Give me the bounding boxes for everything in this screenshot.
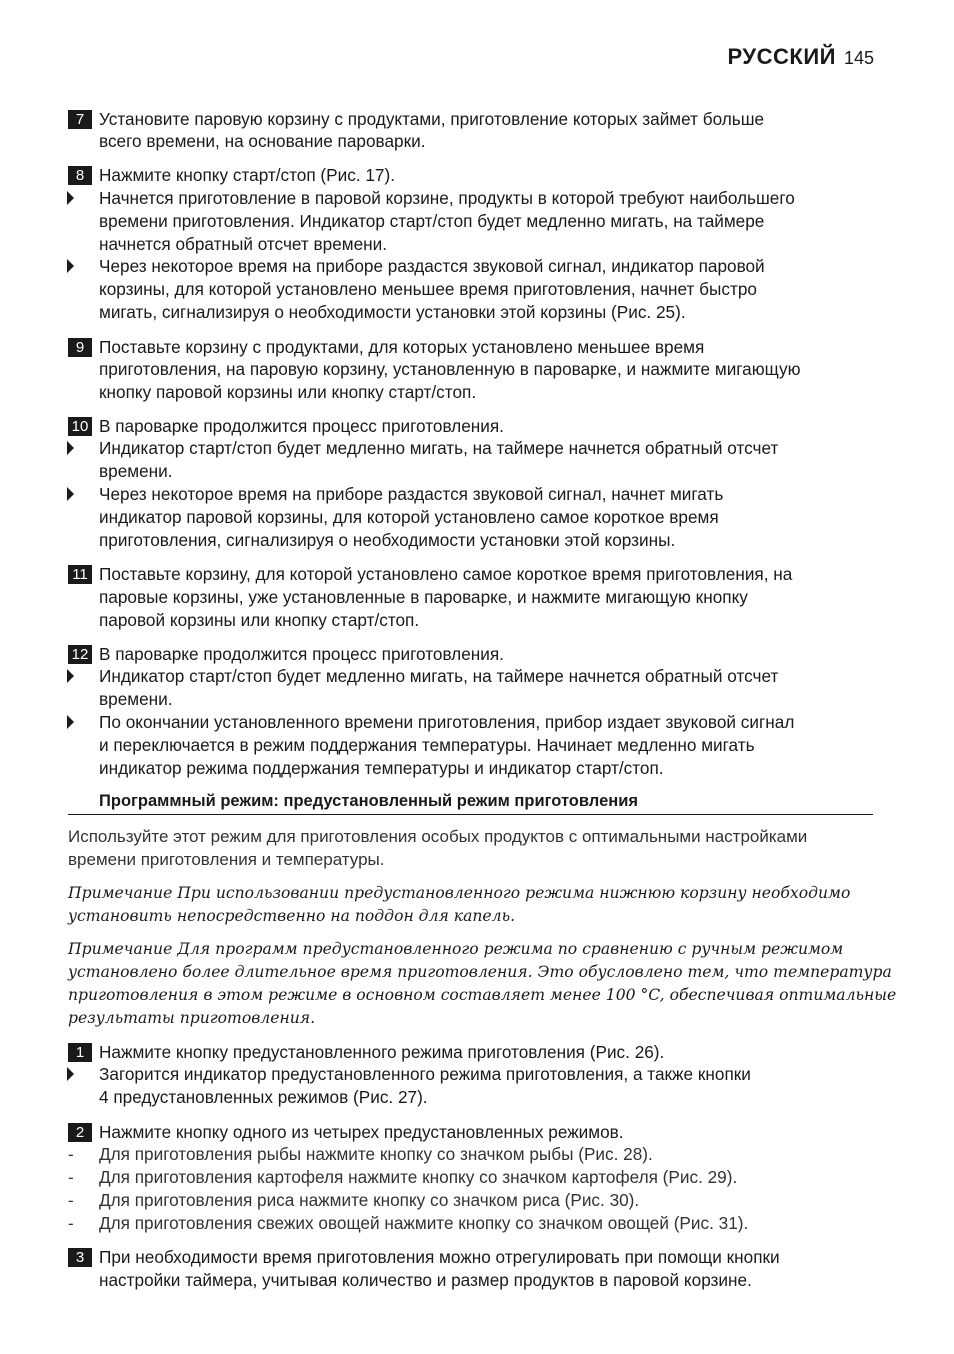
bullet-arrow-icon [67, 259, 74, 273]
step-11-text-line: паровые корзины, уже установленные в пароварке, и нажмите мигающую кнопку [99, 587, 748, 607]
dash-bullet: - [68, 1168, 74, 1187]
step-12-bullet-text: Индикатор старт/стоп будет медленно мигать, на таймере начнется обратный отсчет [99, 666, 779, 686]
language-label: РУССКИЙ [727, 44, 836, 69]
note-line: установить непосредственно на поддон для капель. [68, 907, 516, 925]
bullet-arrow-icon [67, 715, 74, 729]
step-12-bullet-text: и переключается в режим поддержания температуры. Начинает медленно мигать [99, 735, 755, 755]
preset-step-number-1: 1 [68, 1043, 92, 1062]
step-number-9: 9 [68, 338, 92, 357]
note-line: установлено более длительное время приготовления. Это обусловлено тем, что температура [68, 963, 892, 981]
step-number-8: 8 [68, 166, 92, 185]
preset-step-number-2: 2 [68, 1123, 92, 1142]
bullet-arrow-icon [67, 1067, 74, 1081]
preset-step-1-text: Нажмите кнопку предустановленного режима приготовления (Рис. 26). [99, 1042, 665, 1062]
step-12-bullet-text: По окончании установленного времени приготовления, прибор издает звуковой сигнал [99, 712, 795, 732]
intro-paragraph-line: Используйте этот режим для приготовления особых продуктов с оптимальными настройками [68, 827, 808, 846]
step-9-text-line: Поставьте корзину с продуктами, для которых установлено меньшее время [99, 337, 705, 357]
step-8-bullet-text: Через некоторое время на приборе раздастся звуковой сигнал, индикатор паровой [99, 256, 765, 276]
step-8-bullet-text: времени приготовления. Индикатор старт/стоп будет медленно мигать, на таймере [99, 211, 765, 231]
step-number-10: 10 [68, 417, 92, 436]
step-9-text-line: приготовления, на паровую корзину, установленную в пароварке, и нажмите мигающую [99, 359, 801, 379]
section-heading: Программный режим: предустановленный режим приготовления [99, 792, 638, 810]
step-10-bullet-text: Через некоторое время на приборе раздастся звуковой сигнал, начнет мигать [99, 484, 724, 504]
bullet-arrow-icon [67, 441, 74, 455]
preset-option-rice: Для приготовления риса нажмите кнопку со значком риса (Рис. 30). [99, 1190, 640, 1210]
dash-bullet: - [68, 1191, 74, 1210]
step-10-bullet-text: приготовления, сигнализируя о необходимости установки этой корзины. [99, 530, 676, 550]
bullet-arrow-icon [67, 669, 74, 683]
step-number-7: 7 [68, 110, 92, 129]
step-8-bullet-text: мигать, сигнализируя о необходимости установки этой корзины (Рис. 25). [99, 302, 686, 322]
step-10-text: В пароварке продолжится процесс приготовления. [99, 416, 504, 436]
preset-step-1-bullet-text: 4 предустановленных режимов (Рис. 27). [99, 1087, 428, 1107]
dash-bullet: - [68, 1145, 74, 1164]
preset-option-fish: Для приготовления рыбы нажмите кнопку со значком рыбы (Рис. 28). [99, 1144, 653, 1164]
step-10-bullet-text: индикатор паровой корзины, для которой установлено самое короткое время [99, 507, 719, 527]
preset-step-3-text-line: При необходимости время приготовления можно отрегулировать при помощи кнопки [99, 1247, 780, 1267]
step-12-bullet-text: индикатор режима поддержания температуры и индикатор старт/стоп. [99, 758, 664, 778]
step-8-text: Нажмите кнопку старт/стоп (Рис. 17). [99, 165, 395, 185]
note-line: Примечание При использовании предустановленного режима нижнюю корзину необходимо [68, 884, 851, 902]
step-10-bullet-text: времени. [99, 461, 173, 481]
note-line: результаты приготовления. [68, 1009, 316, 1027]
note-line: приготовления в этом режиме в основном составляет менее 100 °C, обеспечивая оптимальные [68, 986, 897, 1004]
preset-step-2-text: Нажмите кнопку одного из четырех предустановленных режимов. [99, 1122, 624, 1142]
step-10-bullet-text: Индикатор старт/стоп будет медленно мигать, на таймере начнется обратный отсчет [99, 438, 779, 458]
intro-paragraph-line: времени приготовления и температуры. [68, 850, 385, 869]
step-8-bullet-text: Начнется приготовление в паровой корзине, продукты в которой требуют наибольшего [99, 188, 795, 208]
step-7-text-line: всего времени, на основание пароварки. [99, 131, 426, 151]
step-12-text: В пароварке продолжится процесс приготовления. [99, 644, 504, 664]
step-11-text-line: паровой корзины или кнопку старт/стоп. [99, 610, 420, 630]
step-11-text-line: Поставьте корзину, для которой установлено самое короткое время приготовления, на [99, 564, 793, 584]
section-divider [68, 814, 873, 815]
step-8-bullet-text: корзины, для которой установлено меньшее время приготовления, начнет быстро [99, 279, 757, 299]
page-number: 145 [843, 48, 874, 68]
preset-step-3-text-line: настройки таймера, учитывая количество и размер продуктов в паровой корзине. [99, 1270, 752, 1290]
page-header [728, 44, 874, 70]
step-12-bullet-text: времени. [99, 689, 173, 709]
bullet-arrow-icon [67, 487, 74, 501]
step-7-text-line: Установите паровую корзину с продуктами, приготовление которых займет больше [99, 109, 765, 129]
bullet-arrow-icon [67, 191, 74, 205]
preset-option-vegetables: Для приготовления свежих овощей нажмите кнопку со значком овощей (Рис. 31). [99, 1213, 749, 1233]
step-9-text-line: кнопку паровой корзины или кнопку старт/стоп. [99, 382, 477, 402]
preset-step-1-bullet-text: Загорится индикатор предустановленного режима приготовления, а также кнопки [99, 1064, 751, 1084]
step-number-11: 11 [68, 565, 92, 584]
note-line: Примечание Для программ предустановленного режима по сравнению с ручным режимом [68, 940, 844, 958]
step-8-bullet-text: начнется обратный отсчет времени. [99, 234, 388, 254]
dash-bullet: - [68, 1214, 74, 1233]
preset-step-number-3: 3 [68, 1248, 92, 1267]
step-number-12: 12 [68, 645, 92, 664]
preset-option-potato: Для приготовления картофеля нажмите кнопку со значком картофеля (Рис. 29). [99, 1167, 738, 1187]
